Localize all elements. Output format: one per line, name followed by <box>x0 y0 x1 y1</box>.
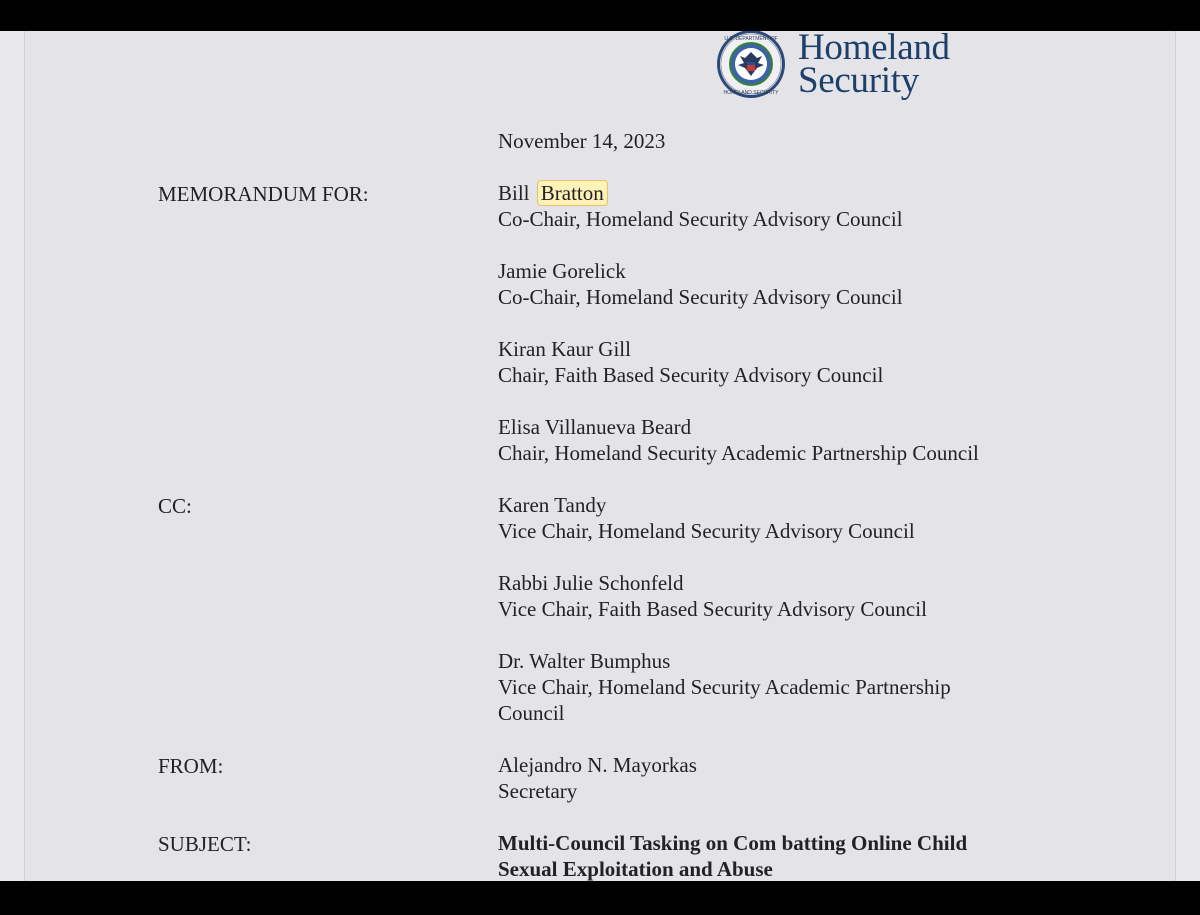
subject-line-2: Sexual Exploitation and Abuse <box>498 857 773 881</box>
svg-text:HOMELAND SECURITY: HOMELAND SECURITY <box>723 90 779 96</box>
subject-line-1: Multi-Council Tasking on Com batting Online Child <box>498 831 968 855</box>
label-cc: CC: <box>158 494 192 518</box>
dhs-seal-icon <box>712 31 790 101</box>
document-viewer <box>0 31 1200 881</box>
agency-line-2: Security <box>798 60 919 101</box>
recipient-1-name <box>498 180 608 206</box>
agency-wordmark <box>798 31 950 101</box>
label-memo-for: MEMORANDUM FOR: <box>158 182 369 206</box>
recipient-1-title: Co-Chair, Homeland Security Advisory Council <box>498 207 903 231</box>
recipient-2-title: Co-Chair, Homeland Security Advisory Council <box>498 285 903 309</box>
recipient-4-name: Elisa Villanueva Beard <box>498 415 692 439</box>
recipient-3-title: Chair, Faith Based Security Advisory Council <box>498 363 884 387</box>
label-from: FROM: <box>158 754 224 778</box>
highlighted-name[interactable]: Bratton <box>537 180 608 206</box>
label-subject: SUBJECT: <box>158 832 252 856</box>
recipient-1-first: Bill <box>498 181 530 205</box>
cc-1-title: Vice Chair, Homeland Security Advisory Council <box>498 519 915 543</box>
recipient-2-name: Jamie Gorelick <box>498 259 626 283</box>
svg-text:U.S. DEPARTMENT OF: U.S. DEPARTMENT OF <box>724 36 778 42</box>
memo-page <box>24 31 1176 881</box>
cc-1-name: Karen Tandy <box>498 493 607 517</box>
memo-date: November 14, 2023 <box>498 129 666 153</box>
from-name: Alejandro N. Mayorkas <box>498 753 697 777</box>
recipient-4-title: Chair, Homeland Security Academic Partnership Council <box>498 441 979 465</box>
cc-3-title-line-1: Vice Chair, Homeland Security Academic Partnership <box>498 675 951 699</box>
from-title: Secretary <box>498 779 578 803</box>
agency-line-1: Homeland <box>798 31 950 68</box>
cc-3-name: Dr. Walter Bumphus <box>498 649 671 673</box>
cc-2-name: Rabbi Julie Schonfeld <box>498 571 684 595</box>
cc-2-title: Vice Chair, Faith Based Security Advisory Council <box>498 597 927 621</box>
recipient-3-name: Kiran Kaur Gill <box>498 337 631 361</box>
cc-3-title-line-2: Council <box>498 701 565 725</box>
